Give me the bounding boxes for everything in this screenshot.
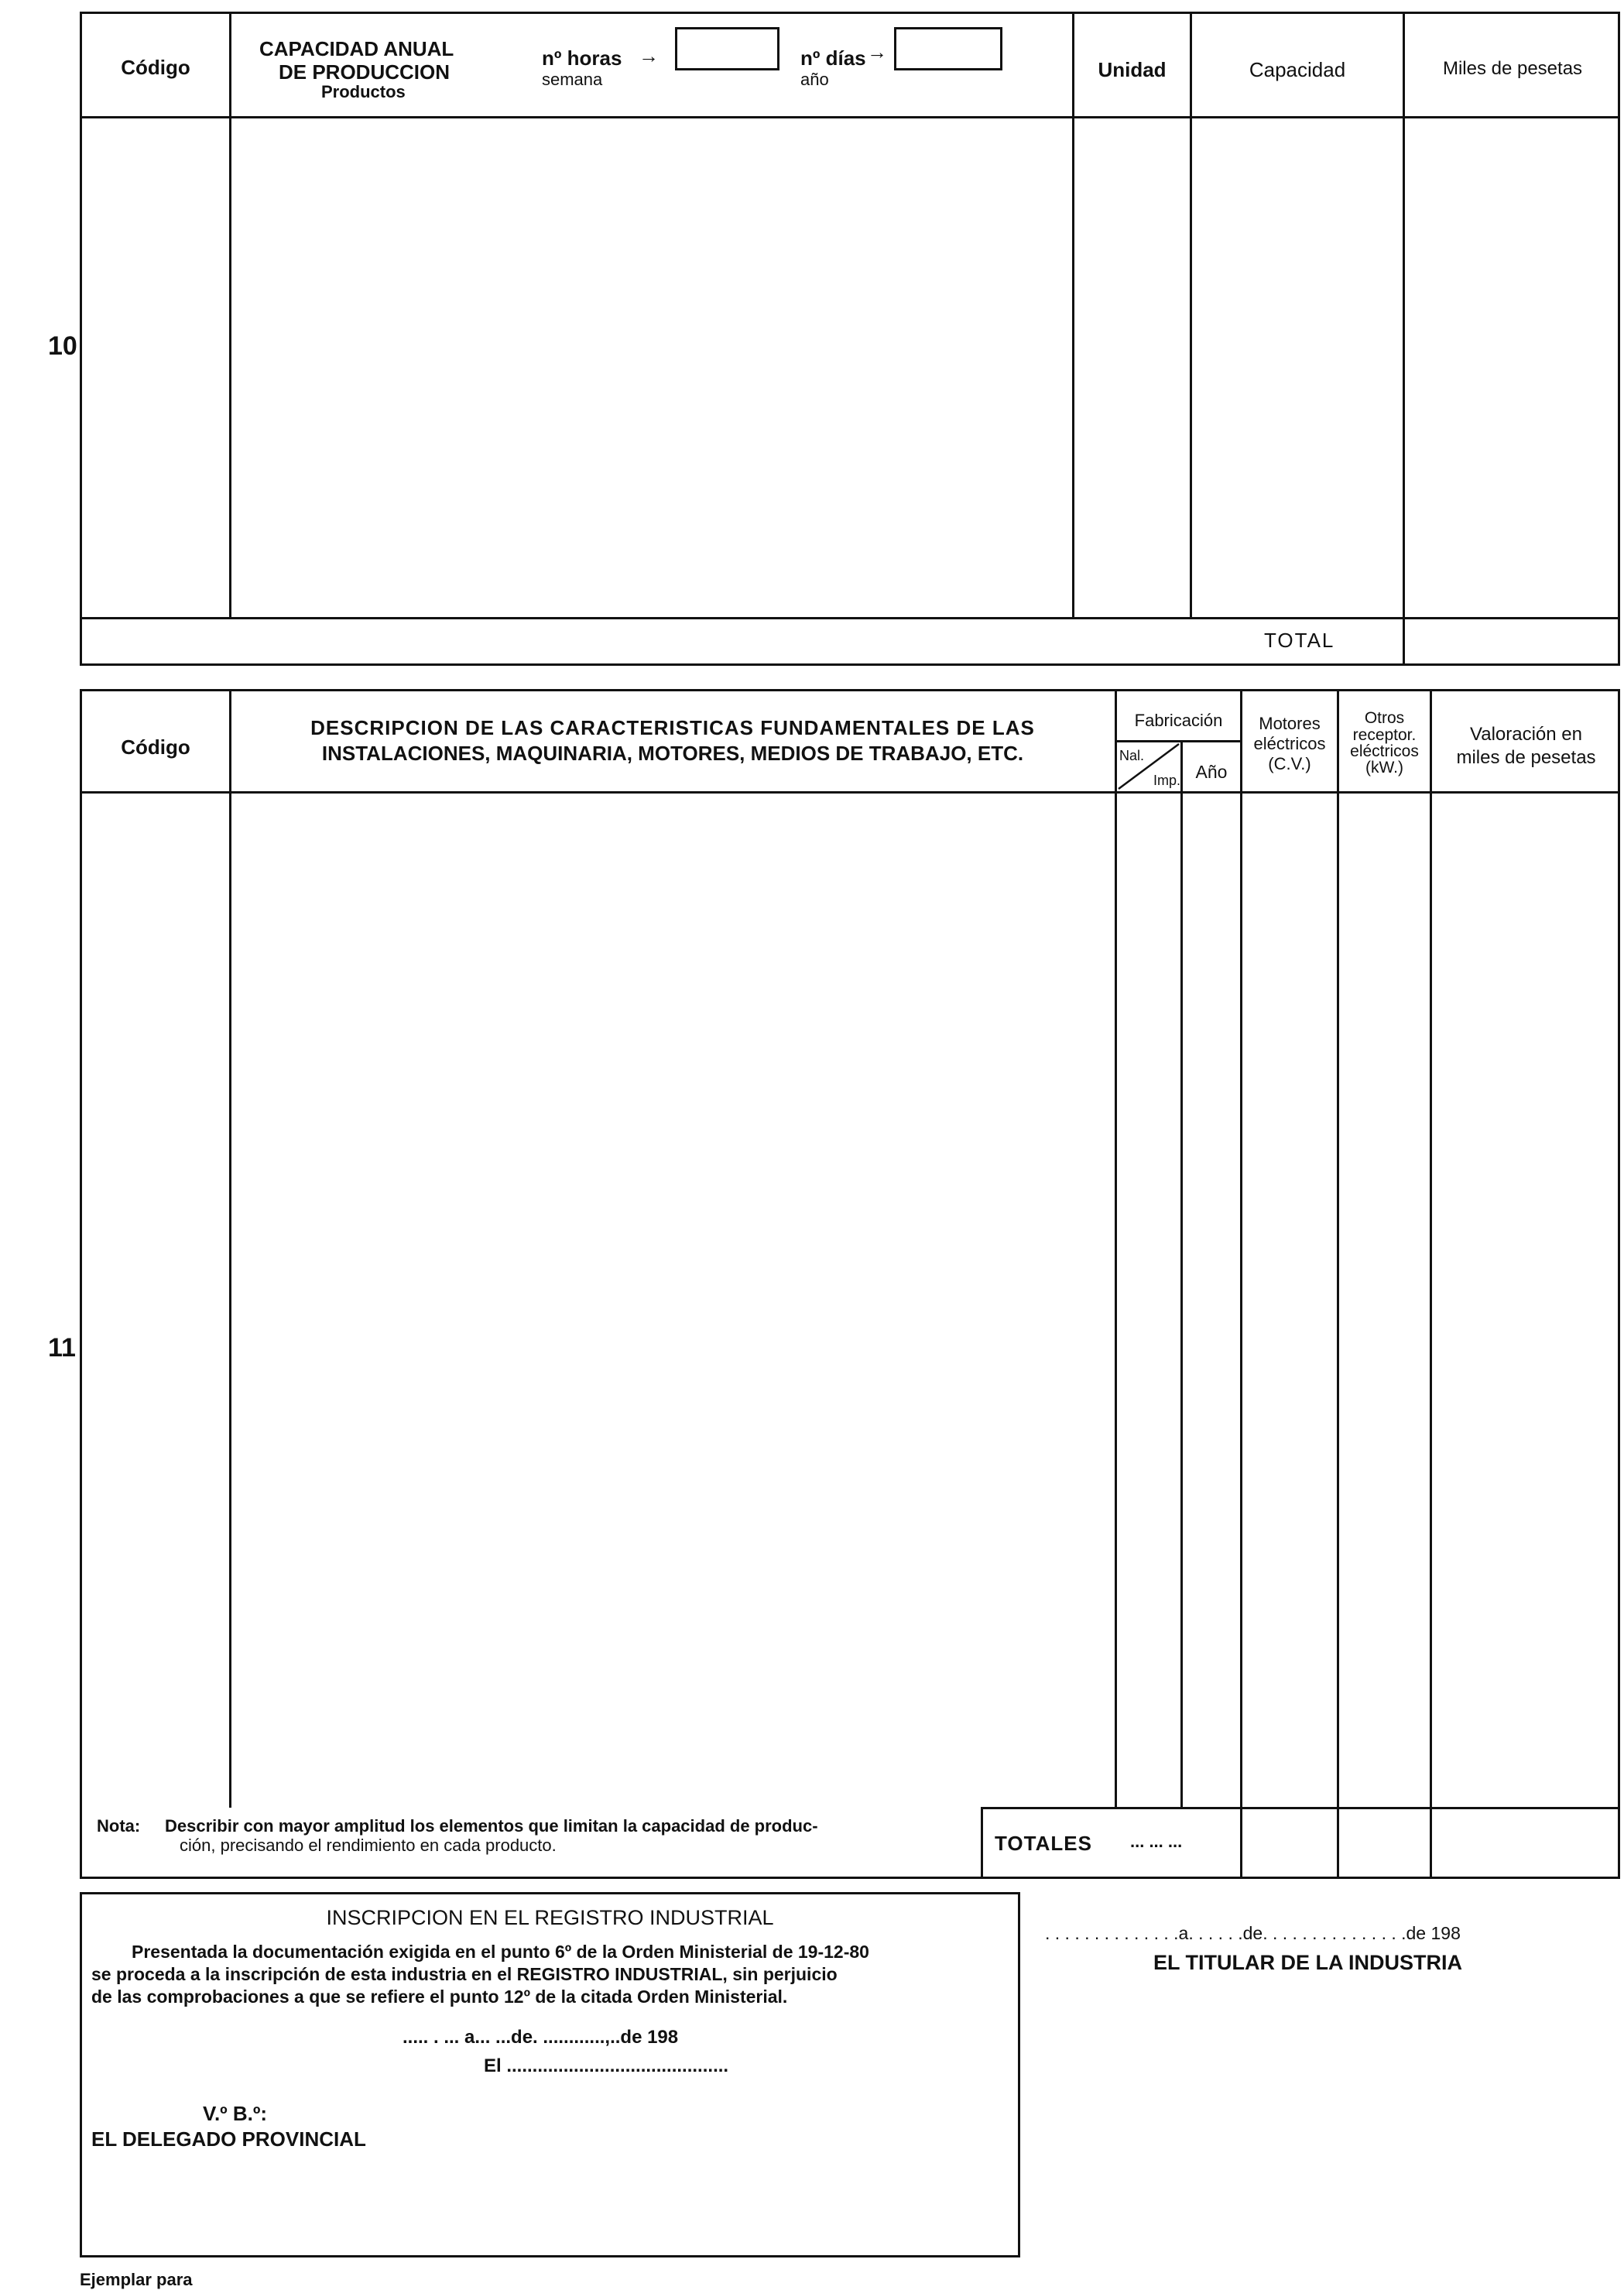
registro-title: INSCRIPCION EN EL REGISTRO INDUSTRIAL [326, 1906, 774, 1929]
desc-header-line2: INSTALACIONES, MAQUINARIA, MOTORES, MEDIOS DE TRABAJO, ETC. [321, 742, 1024, 765]
registro-vobo: V.º B.º: [203, 2102, 268, 2125]
section-10-col-line [1072, 12, 1074, 619]
section-11-totales-left [981, 1807, 983, 1879]
dias-arrow-icon: → [867, 40, 887, 63]
otros-header-2: receptor. [1352, 726, 1417, 744]
col-codigo-header: Código [121, 56, 190, 79]
horas-arrow-icon: → [639, 44, 659, 67]
otros-header-3: eléctricos [1350, 742, 1419, 760]
fabricacion-header: Fabricación [1134, 711, 1223, 730]
col-codigo-header-11: Código [121, 735, 190, 759]
total-label: TOTAL [1264, 629, 1335, 652]
totales-dots: ... ... ... [1130, 1832, 1183, 1851]
horas-input-box[interactable] [675, 27, 779, 70]
section-11-col-line [1430, 689, 1432, 1879]
registro-line2: se proceda a la inscripción de esta industria en el REGISTRO INDUSTRIAL, sin perjuicio [91, 1964, 838, 1984]
col-miles-header: Miles de pesetas [1442, 58, 1583, 79]
registro-line3: de las comprobaciones a que se refiere el punto 12º de la citada Orden Ministerial. [91, 1987, 788, 2007]
section-10-number: 10 [48, 331, 77, 361]
nota-line2: ción, precisando el rendimiento en cada producto. [180, 1836, 557, 1855]
section-11-col-line [1115, 689, 1117, 1808]
section-11-header-divider [80, 791, 1620, 794]
total-value-cell[interactable] [1405, 619, 1618, 663]
section-11-number: 11 [48, 1333, 76, 1363]
dias-label: nº días [800, 46, 866, 70]
motores-header-2: eléctricos [1253, 734, 1326, 753]
col-capacidad-anual-title-2: DE PRODUCCION [279, 60, 451, 84]
section-10-col-line [1403, 12, 1405, 666]
section-11-totals-divider [981, 1807, 1620, 1809]
registro-delegado: EL DELEGADO PROVINCIAL [91, 2127, 366, 2151]
motores-header-3: (C.V.) [1268, 754, 1311, 773]
col-unidad-header: Unidad [1098, 58, 1167, 81]
col-productos-label: Productos [321, 82, 406, 101]
section-10-col-line [229, 12, 231, 619]
valoracion-header-2: miles de pesetas [1456, 747, 1596, 768]
nota-label: Nota: [97, 1816, 141, 1836]
section-10-header-divider [80, 116, 1620, 118]
motores-header-1: Motores [1259, 714, 1321, 733]
section-11-col-line [1180, 742, 1183, 1808]
desc-header-line1: DESCRIPCION DE LAS CARACTERISTICAS FUNDAMENTALES DE LAS [310, 716, 1035, 739]
nal-label: Nal. [1119, 748, 1145, 763]
horas-label: nº horas [542, 46, 622, 70]
registro-line1: Presentada la documentación exigida en el punto 6º de la Orden Ministerial de 19-12-80 [132, 1942, 869, 1962]
imp-label: Imp. [1153, 773, 1181, 788]
titular-date-line: . . . . . . . . . . . . . .a. . . . . .de. . . . . . . . . . . . . . .de 198 [1045, 1923, 1461, 1943]
titular-label: EL TITULAR DE LA INDUSTRIA [1153, 1951, 1462, 1974]
totales-label: TOTALES [995, 1832, 1092, 1855]
section-10-table [80, 12, 1620, 666]
dias-label-anio: año [800, 70, 829, 89]
registro-date-line: ..... . ... a... ...de. ............,..de 198 [403, 2027, 679, 2048]
section-11-col-line [229, 689, 231, 1808]
col-capacidad-anual-title: CAPACIDAD ANUAL [259, 37, 454, 60]
dias-input-box[interactable] [894, 27, 1002, 70]
section-11-col-line [1240, 689, 1242, 1879]
section-10-total-divider [80, 617, 1620, 619]
section-11-col-line [1337, 689, 1339, 1879]
anio-header: Año [1195, 762, 1228, 782]
ejemplar-para: Ejemplar para [80, 2270, 193, 2289]
registro-el-line: El ........................................... [484, 2055, 729, 2076]
otros-header-4: (kW.) [1365, 759, 1403, 776]
nota-line1: Describir con mayor amplitud los elementos que limitan la capacidad de produc- [165, 1816, 818, 1836]
section-11-table [80, 689, 1620, 1879]
otros-header-1: Otros [1364, 709, 1405, 727]
col-capacidad-header: Capacidad [1249, 58, 1346, 81]
valoracion-header-1: Valoración en [1470, 724, 1582, 745]
section-10-col-line [1190, 12, 1192, 619]
horas-label-semana: semana [542, 70, 603, 89]
